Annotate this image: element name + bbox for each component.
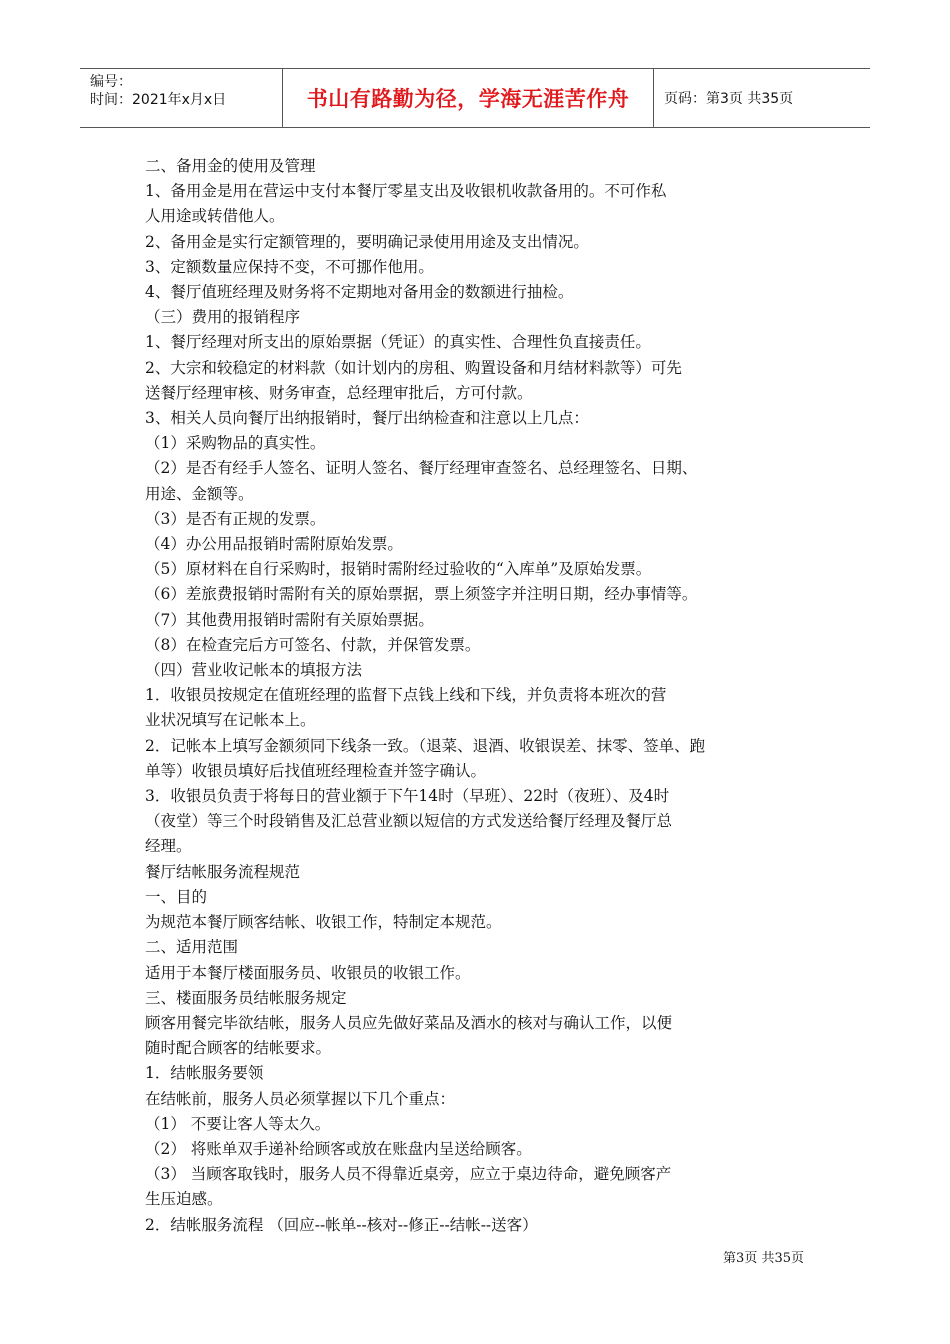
- body-line: （三）费用的报销程序: [145, 308, 301, 327]
- body-line: 二、备用金的使用及管理: [145, 157, 316, 175]
- body-line: 业状况填写在记帐本上。: [145, 711, 316, 730]
- body-line: 经理。: [145, 837, 192, 856]
- body-line: （5）原材料在自行采购时，报销时需附经过验收的“入库单”及原始发票。: [145, 560, 652, 579]
- body-line: 1．收银员按规定在值班经理的监督下点钱上线和下线，并负责将本班次的营: [145, 686, 667, 705]
- body-line: （1）采购物品的真实性。: [145, 434, 326, 453]
- body-line: 餐厅结帐服务流程规范: [145, 862, 301, 881]
- page-number-label: 页码：第3页 共35页: [664, 91, 794, 107]
- header-motto-cell: [282, 69, 654, 127]
- document-date: 时间：2021年x月x日: [90, 92, 227, 108]
- body-line: （3）是否有正规的发票。: [145, 509, 326, 528]
- body-line: 2、备用金是实行定额管理的，要明确记录使用用途及支出情况。: [145, 232, 589, 251]
- page-footer: 第3页 共35页: [723, 1251, 804, 1266]
- body-line: （2）是否有经手人签名、证明人签名、餐厅经理审查签名、总经理签名、日期、: [145, 459, 698, 478]
- body-line: （2） 将账单双手递补给顾客或放在账盘内呈送给顾客。: [145, 1139, 532, 1158]
- body-line: 人用途或转借他人。: [145, 207, 285, 226]
- body-line: （8）在检查完后方可签名、付款，并保管发票。: [145, 635, 481, 654]
- document-number-label: 编号：: [90, 74, 132, 90]
- body-line: 4、餐厅值班经理及财务将不定期地对备用金的数额进行抽检。: [145, 283, 574, 302]
- document-body: [145, 154, 805, 1238]
- body-line: 在结帐前，服务人员必须掌握以下几个重点：: [145, 1089, 456, 1108]
- body-line: （1） 不要让客人等太久。: [145, 1114, 331, 1133]
- body-line: （3） 当顾客取钱时，服务人员不得靠近桌旁，应立于桌边待命，避免顾客产: [145, 1165, 672, 1184]
- header-meta: [80, 69, 282, 127]
- body-line: 3、相关人员向餐厅出纳报销时，餐厅出纳检查和注意以上几点：: [145, 409, 589, 428]
- body-line: （6）差旅费报销时需附有关的原始票据，票上须签字并注明日期，经办事情等。: [145, 585, 698, 604]
- motto-text: 书山有路勤为径，学海无涯苦作舟: [306, 87, 630, 111]
- body-line: （4）办公用品报销时需附原始发票。: [145, 535, 403, 554]
- body-line: 为规范本餐厅顾客结帐、收银工作，特制定本规范。: [145, 913, 502, 932]
- body-line: 随时配合顾客的结帐要求。: [145, 1039, 332, 1058]
- body-line: 3．收银员负责于将每日的营业额于下午14时（早班）、22时（夜班）、及4时: [145, 787, 670, 806]
- body-line: （四）营业收记帐本的填报方法: [145, 661, 363, 680]
- header-page-info: [654, 69, 870, 127]
- body-line: 1、备用金是用在营运中支付本餐厅零星支出及收银机收款备用的。不可作私: [145, 182, 667, 201]
- page-header: [80, 68, 870, 128]
- body-line: 送餐厅经理审核、财务审查，总经理审批后，方可付款。: [145, 383, 533, 402]
- body-line: 2、大宗和较稳定的材料款（如计划内的房租、购置设备和月结材料款等）可先: [145, 358, 682, 377]
- body-line: 生压迫感。: [145, 1190, 223, 1209]
- body-line: 一、目的: [145, 887, 208, 906]
- body-line: 三、楼面服务员结帐服务规定: [145, 988, 347, 1007]
- body-line: 用途、金额等。: [145, 484, 254, 503]
- body-line: （夜堂）等三个时段销售及汇总营业额以短信的方式发送给餐厅经理及餐厅总: [145, 812, 673, 831]
- body-line: 1．结帐服务要领: [145, 1064, 264, 1083]
- body-line: 单等）收银员填好后找值班经理检查并签字确认。: [145, 761, 487, 780]
- body-line: （7）其他费用报销时需附有关原始票据。: [145, 610, 434, 629]
- body-line: 适用于本餐厅楼面服务员、收银员的收银工作。: [145, 963, 471, 982]
- body-line: 1、餐厅经理对所支出的原始票据（凭证）的真实性、合理性负直接责任。: [145, 333, 651, 352]
- body-line: 3、定额数量应保持不变，不可挪作他用。: [145, 257, 434, 276]
- body-line: 顾客用餐完毕欲结帐，服务人员应先做好菜品及酒水的核对与确认工作，以便: [145, 1013, 673, 1032]
- body-line: 2．记帐本上填写金额须同下线条一致。（退菜、退酒、收银误差、抹零、签单、跑: [145, 736, 706, 755]
- body-line: 二、适用范围: [145, 938, 239, 957]
- body-line: 2．结帐服务流程 （回应--帐单--核对--修正--结帐--送客）: [145, 1215, 538, 1234]
